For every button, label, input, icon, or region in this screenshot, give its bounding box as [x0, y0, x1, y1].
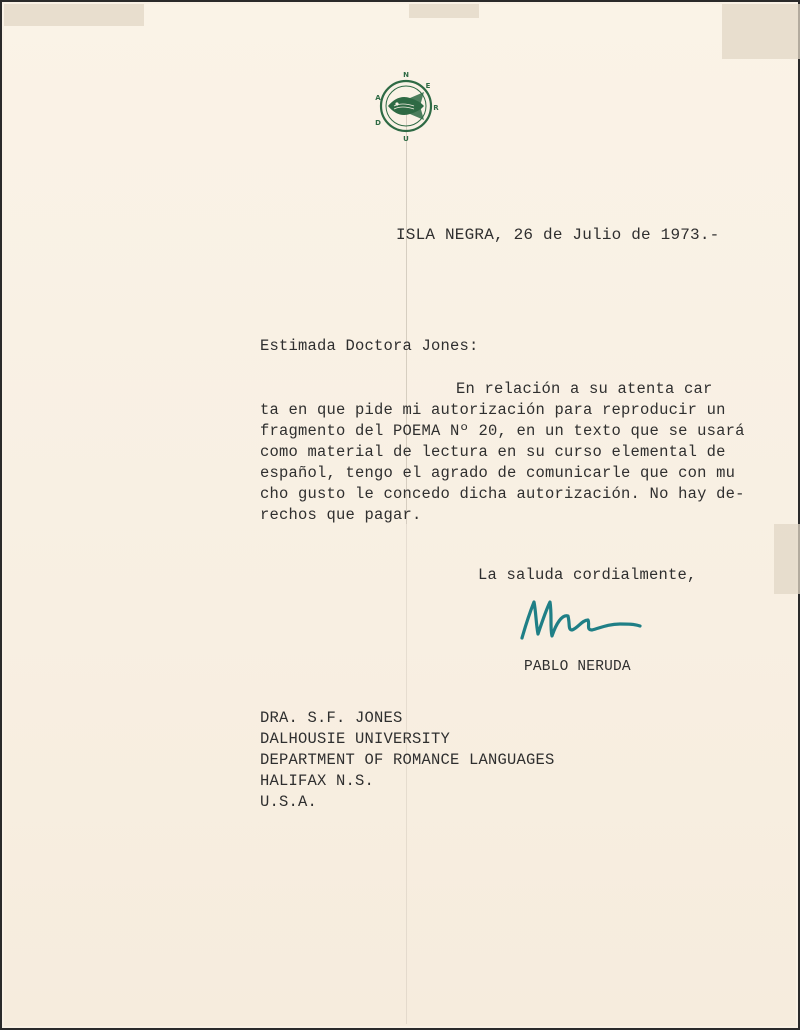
address-line: HALIFAX N.S.: [260, 772, 375, 790]
letterhead-letter: D: [375, 119, 381, 127]
tape-top-center: [409, 4, 479, 18]
neruda-letterhead-logo-icon: [370, 70, 442, 142]
body-line: ta en que pide mi autorización para reproducir un: [260, 401, 726, 419]
paper-fold-line-lower: [406, 524, 407, 1024]
address-line: DEPARTMENT OF ROMANCE LANGUAGES: [260, 751, 555, 769]
letterhead-letter: R: [433, 104, 439, 112]
paper-fold-line: [406, 114, 407, 524]
tape-top-right: [722, 4, 800, 59]
body-line: rechos que pagar.: [260, 506, 422, 524]
handwritten-signature-icon: [516, 594, 646, 644]
address-line: DRA. S.F. JONES: [260, 709, 403, 727]
letter-paper: [4, 4, 796, 1026]
address-line: U.S.A.: [260, 793, 318, 811]
closing-line: La saluda cordialmente,: [478, 566, 697, 584]
body-line: En relación a su atenta car: [456, 380, 713, 398]
body-line: cho gusto le concedo dicha autorización. No hay de-: [260, 485, 745, 503]
address-line: DALHOUSIE UNIVERSITY: [260, 730, 451, 748]
letterhead-letter: N: [403, 71, 409, 79]
tape-top-left: [4, 4, 144, 26]
body-line: fragmento del POEMA Nº 20, en un texto que se usará: [260, 422, 745, 440]
salutation: Estimada Doctora Jones:: [260, 337, 479, 355]
letterhead-letter: U: [403, 135, 409, 142]
letterhead-letter: E: [425, 82, 431, 90]
signer-name: PABLO NERUDA: [524, 659, 631, 675]
tape-right: [774, 524, 800, 594]
date-line: ISLA NEGRA, 26 de Julio de 1973.-: [396, 226, 720, 244]
letterhead-letter: A: [375, 94, 381, 102]
body-line: como material de lectura en su curso elemental de: [260, 443, 726, 461]
body-line: español, tengo el agrado de comunicarle que con mu: [260, 464, 736, 482]
